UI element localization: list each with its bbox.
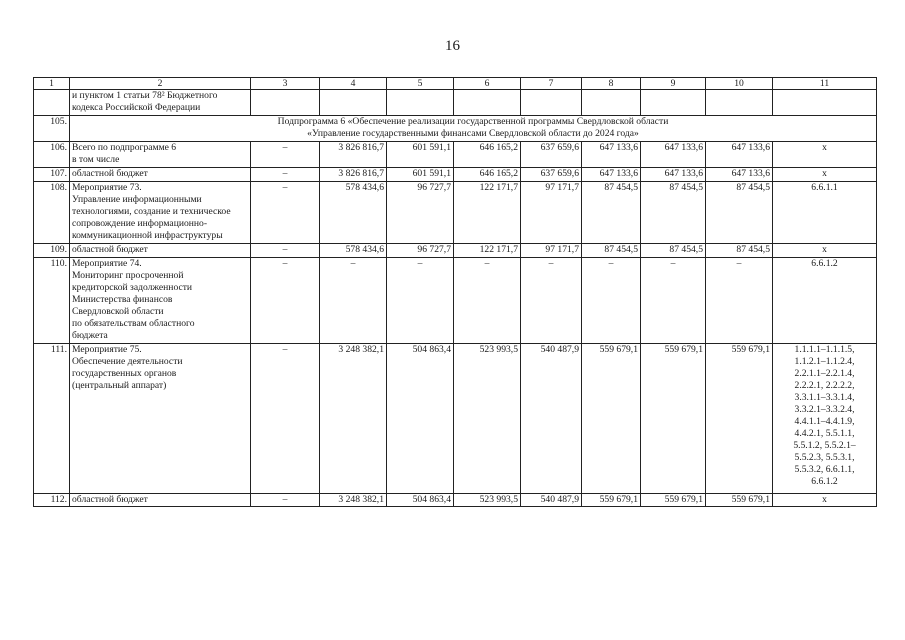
target-code-line: 6.6.1.1 xyxy=(811,182,838,193)
amount-cell-col-8: 87 454,5 xyxy=(582,182,641,244)
target-code-line: 6.6.1.2 xyxy=(811,258,838,269)
target-code-line: 1.1.2.1–1.1.2.4, xyxy=(794,356,855,367)
column-number-7: 7 xyxy=(521,78,582,90)
row-name-line: Управление информационными xyxy=(72,194,202,205)
row-number: 106. xyxy=(34,142,70,168)
row-name xyxy=(70,182,251,244)
target-codes-cell xyxy=(773,182,877,244)
table-row xyxy=(34,494,877,507)
amount-cell-col-5: 504 863,4 xyxy=(387,344,454,494)
amount-cell-col-4: – xyxy=(320,258,387,344)
row-name-line: (центральный аппарат) xyxy=(72,380,167,391)
row-name-line: Свердловской области xyxy=(72,306,164,317)
amount-cell-col-6: 523 993,5 xyxy=(454,494,521,507)
row-name-line: Министерства финансов xyxy=(72,294,173,305)
amount-cell-col-8: 87 454,5 xyxy=(582,244,641,258)
row-name-line: Мероприятие 75. xyxy=(72,344,142,355)
row-name-line: в том числе xyxy=(72,154,120,165)
empty-cell xyxy=(706,90,773,116)
empty-cell xyxy=(320,90,387,116)
row-name xyxy=(70,142,251,168)
amount-cell-col-7: 637 659,6 xyxy=(521,142,582,168)
amount-cell-col-7: 97 171,7 xyxy=(521,182,582,244)
amount-cell-col-6: 646 165,2 xyxy=(454,168,521,182)
amount-cell-col-8: 559 679,1 xyxy=(582,494,641,507)
amount-cell-col-10: 559 679,1 xyxy=(706,494,773,507)
column-number-5: 5 xyxy=(387,78,454,90)
row-number: 107. xyxy=(34,168,70,182)
row-number: 112. xyxy=(34,494,70,507)
row-name-line: бюджета xyxy=(72,330,108,341)
amount-cell-col-10: 647 133,6 xyxy=(706,142,773,168)
row-name-line: по обязательствам областного xyxy=(72,318,195,329)
continuation-line: кодекса Российской Федерации xyxy=(72,102,201,113)
empty-cell xyxy=(454,90,521,116)
column-number-9: 9 xyxy=(641,78,706,90)
row-name xyxy=(70,244,251,258)
amount-cell-col-7: 540 487,9 xyxy=(521,494,582,507)
target-code-line: 2.2.2.1, 2.2.2.2, xyxy=(794,380,855,391)
target-codes-cell xyxy=(773,494,877,507)
row-name-line: Обеспечение деятельности xyxy=(72,356,183,367)
amount-cell-col-4: 3 248 382,1 xyxy=(320,344,387,494)
source-cell: – xyxy=(251,182,320,244)
amount-cell-col-5: 504 863,4 xyxy=(387,494,454,507)
table-row xyxy=(34,142,877,168)
row-name xyxy=(70,494,251,507)
row-name xyxy=(70,168,251,182)
table-row xyxy=(34,258,877,344)
continuation-row-number xyxy=(34,90,70,116)
amount-cell-col-4: 3 826 816,7 xyxy=(320,142,387,168)
subprogram-title-line: Подпрограмма 6 «Обеспечение реализации государственной программы Свердловской области xyxy=(277,116,669,127)
amount-cell-col-4: 3 826 816,7 xyxy=(320,168,387,182)
empty-cell xyxy=(521,90,582,116)
amount-cell-col-6: – xyxy=(454,258,521,344)
target-code-line: 4.4.1.1–4.4.1.9, xyxy=(794,416,855,427)
target-codes-cell xyxy=(773,258,877,344)
amount-cell-col-6: 122 171,7 xyxy=(454,244,521,258)
column-number-1: 1 xyxy=(34,78,70,90)
continuation-line: и пунктом 1 статьи 78² Бюджетного xyxy=(72,90,218,101)
continuation-row xyxy=(34,90,877,116)
row-name-line: областной бюджет xyxy=(72,244,148,255)
amount-cell-col-5: 96 727,7 xyxy=(387,244,454,258)
row-name-line: областной бюджет xyxy=(72,494,148,505)
amount-cell-col-9: 87 454,5 xyxy=(641,244,706,258)
amount-cell-col-7: 637 659,6 xyxy=(521,168,582,182)
row-number: 110. xyxy=(34,258,70,344)
source-cell: – xyxy=(251,244,320,258)
amount-cell-col-4: 578 434,6 xyxy=(320,182,387,244)
table-row xyxy=(34,182,877,244)
target-code-line: 6.6.1.2 xyxy=(811,476,838,487)
amount-cell-col-9: 647 133,6 xyxy=(641,142,706,168)
row-number: 105. xyxy=(34,116,70,142)
amount-cell-col-6: 122 171,7 xyxy=(454,182,521,244)
target-code-line: x xyxy=(822,244,827,255)
amount-cell-col-9: 87 454,5 xyxy=(641,182,706,244)
target-code-line: 1.1.1.1–1.1.1.5, xyxy=(794,344,855,355)
row-number: 108. xyxy=(34,182,70,244)
row-number: 111. xyxy=(34,344,70,494)
amount-cell-col-9: 559 679,1 xyxy=(641,494,706,507)
source-cell: – xyxy=(251,168,320,182)
amount-cell-col-4: 3 248 382,1 xyxy=(320,494,387,507)
column-number-4: 4 xyxy=(320,78,387,90)
subprogram-title xyxy=(70,116,877,142)
target-code-line: 5.5.2.3, 5.5.3.1, xyxy=(794,452,855,463)
amount-cell-col-8: 647 133,6 xyxy=(582,168,641,182)
amount-cell-col-4: 578 434,6 xyxy=(320,244,387,258)
target-codes-cell xyxy=(773,168,877,182)
target-code-line: x xyxy=(822,168,827,179)
row-name-line: кредиторской задолженности xyxy=(72,282,193,293)
target-code-line: 3.3.1.1–3.3.1.4, xyxy=(794,392,855,403)
column-number-8: 8 xyxy=(582,78,641,90)
table-row xyxy=(34,168,877,182)
budget-table xyxy=(33,77,877,507)
column-number-3: 3 xyxy=(251,78,320,90)
amount-cell-col-5: 601 591,1 xyxy=(387,142,454,168)
empty-cell xyxy=(251,90,320,116)
source-cell: – xyxy=(251,258,320,344)
source-cell: – xyxy=(251,344,320,494)
row-name-line: Всего по подпрограмме 6 xyxy=(72,142,177,153)
row-name-line: коммуникационной инфраструктуры xyxy=(72,230,223,241)
target-code-line: x xyxy=(822,494,827,505)
row-name-line: Мероприятие 74. xyxy=(72,258,142,269)
amount-cell-col-10: 87 454,5 xyxy=(706,244,773,258)
table-row xyxy=(34,244,877,258)
row-name-line: сопровождение информационно- xyxy=(72,218,208,229)
amount-cell-col-10: 87 454,5 xyxy=(706,182,773,244)
row-name-line: Мероприятие 73. xyxy=(72,182,142,193)
amount-cell-col-7: 97 171,7 xyxy=(521,244,582,258)
empty-cell xyxy=(387,90,454,116)
column-number-11: 11 xyxy=(773,78,877,90)
empty-cell xyxy=(641,90,706,116)
target-codes-cell xyxy=(773,244,877,258)
column-number-header xyxy=(34,78,877,90)
row-name xyxy=(70,344,251,494)
header-row xyxy=(34,78,877,90)
row-name-line: Мониторинг просроченной xyxy=(72,270,184,281)
row-name-line: областной бюджет xyxy=(72,168,148,179)
amount-cell-col-6: 523 993,5 xyxy=(454,344,521,494)
source-cell: – xyxy=(251,494,320,507)
source-cell: – xyxy=(251,142,320,168)
target-codes-cell xyxy=(773,142,877,168)
amount-cell-col-7: – xyxy=(521,258,582,344)
amount-cell-col-9: – xyxy=(641,258,706,344)
subprogram-row xyxy=(34,116,877,142)
table-body xyxy=(34,90,877,507)
amount-cell-col-7: 540 487,9 xyxy=(521,344,582,494)
amount-cell-col-9: 647 133,6 xyxy=(641,168,706,182)
target-codes-cell xyxy=(773,344,877,494)
row-number: 109. xyxy=(34,244,70,258)
amount-cell-col-5: 601 591,1 xyxy=(387,168,454,182)
target-code-line: 4.4.2.1, 5.5.1.1, xyxy=(794,428,855,439)
amount-cell-col-8: – xyxy=(582,258,641,344)
amount-cell-col-10: – xyxy=(706,258,773,344)
target-code-line: 5.5.3.2, 6.6.1.1, xyxy=(794,464,855,475)
amount-cell-col-8: 647 133,6 xyxy=(582,142,641,168)
target-code-line: 3.3.2.1–3.3.2.4, xyxy=(794,404,855,415)
row-name xyxy=(70,258,251,344)
amount-cell-col-5: 96 727,7 xyxy=(387,182,454,244)
target-code-line: x xyxy=(822,142,827,153)
continuation-text xyxy=(70,90,251,116)
page-number: 16 xyxy=(445,38,460,54)
row-name-line: технологиями, создание и техническое xyxy=(72,206,231,217)
subprogram-title-line: «Управление государственными финансами Свердловской области до 2024 года» xyxy=(307,128,639,139)
empty-cell xyxy=(773,90,877,116)
row-name-line: государственных органов xyxy=(72,368,177,379)
table-row xyxy=(34,344,877,494)
amount-cell-col-10: 647 133,6 xyxy=(706,168,773,182)
column-number-2: 2 xyxy=(70,78,251,90)
amount-cell-col-10: 559 679,1 xyxy=(706,344,773,494)
amount-cell-col-6: 646 165,2 xyxy=(454,142,521,168)
column-number-6: 6 xyxy=(454,78,521,90)
empty-cell xyxy=(582,90,641,116)
column-number-10: 10 xyxy=(706,78,773,90)
amount-cell-col-5: – xyxy=(387,258,454,344)
amount-cell-col-9: 559 679,1 xyxy=(641,344,706,494)
amount-cell-col-8: 559 679,1 xyxy=(582,344,641,494)
target-code-line: 2.2.1.1–2.2.1.4, xyxy=(794,368,855,379)
target-code-line: 5.5.1.2, 5.5.2.1– xyxy=(793,440,856,451)
